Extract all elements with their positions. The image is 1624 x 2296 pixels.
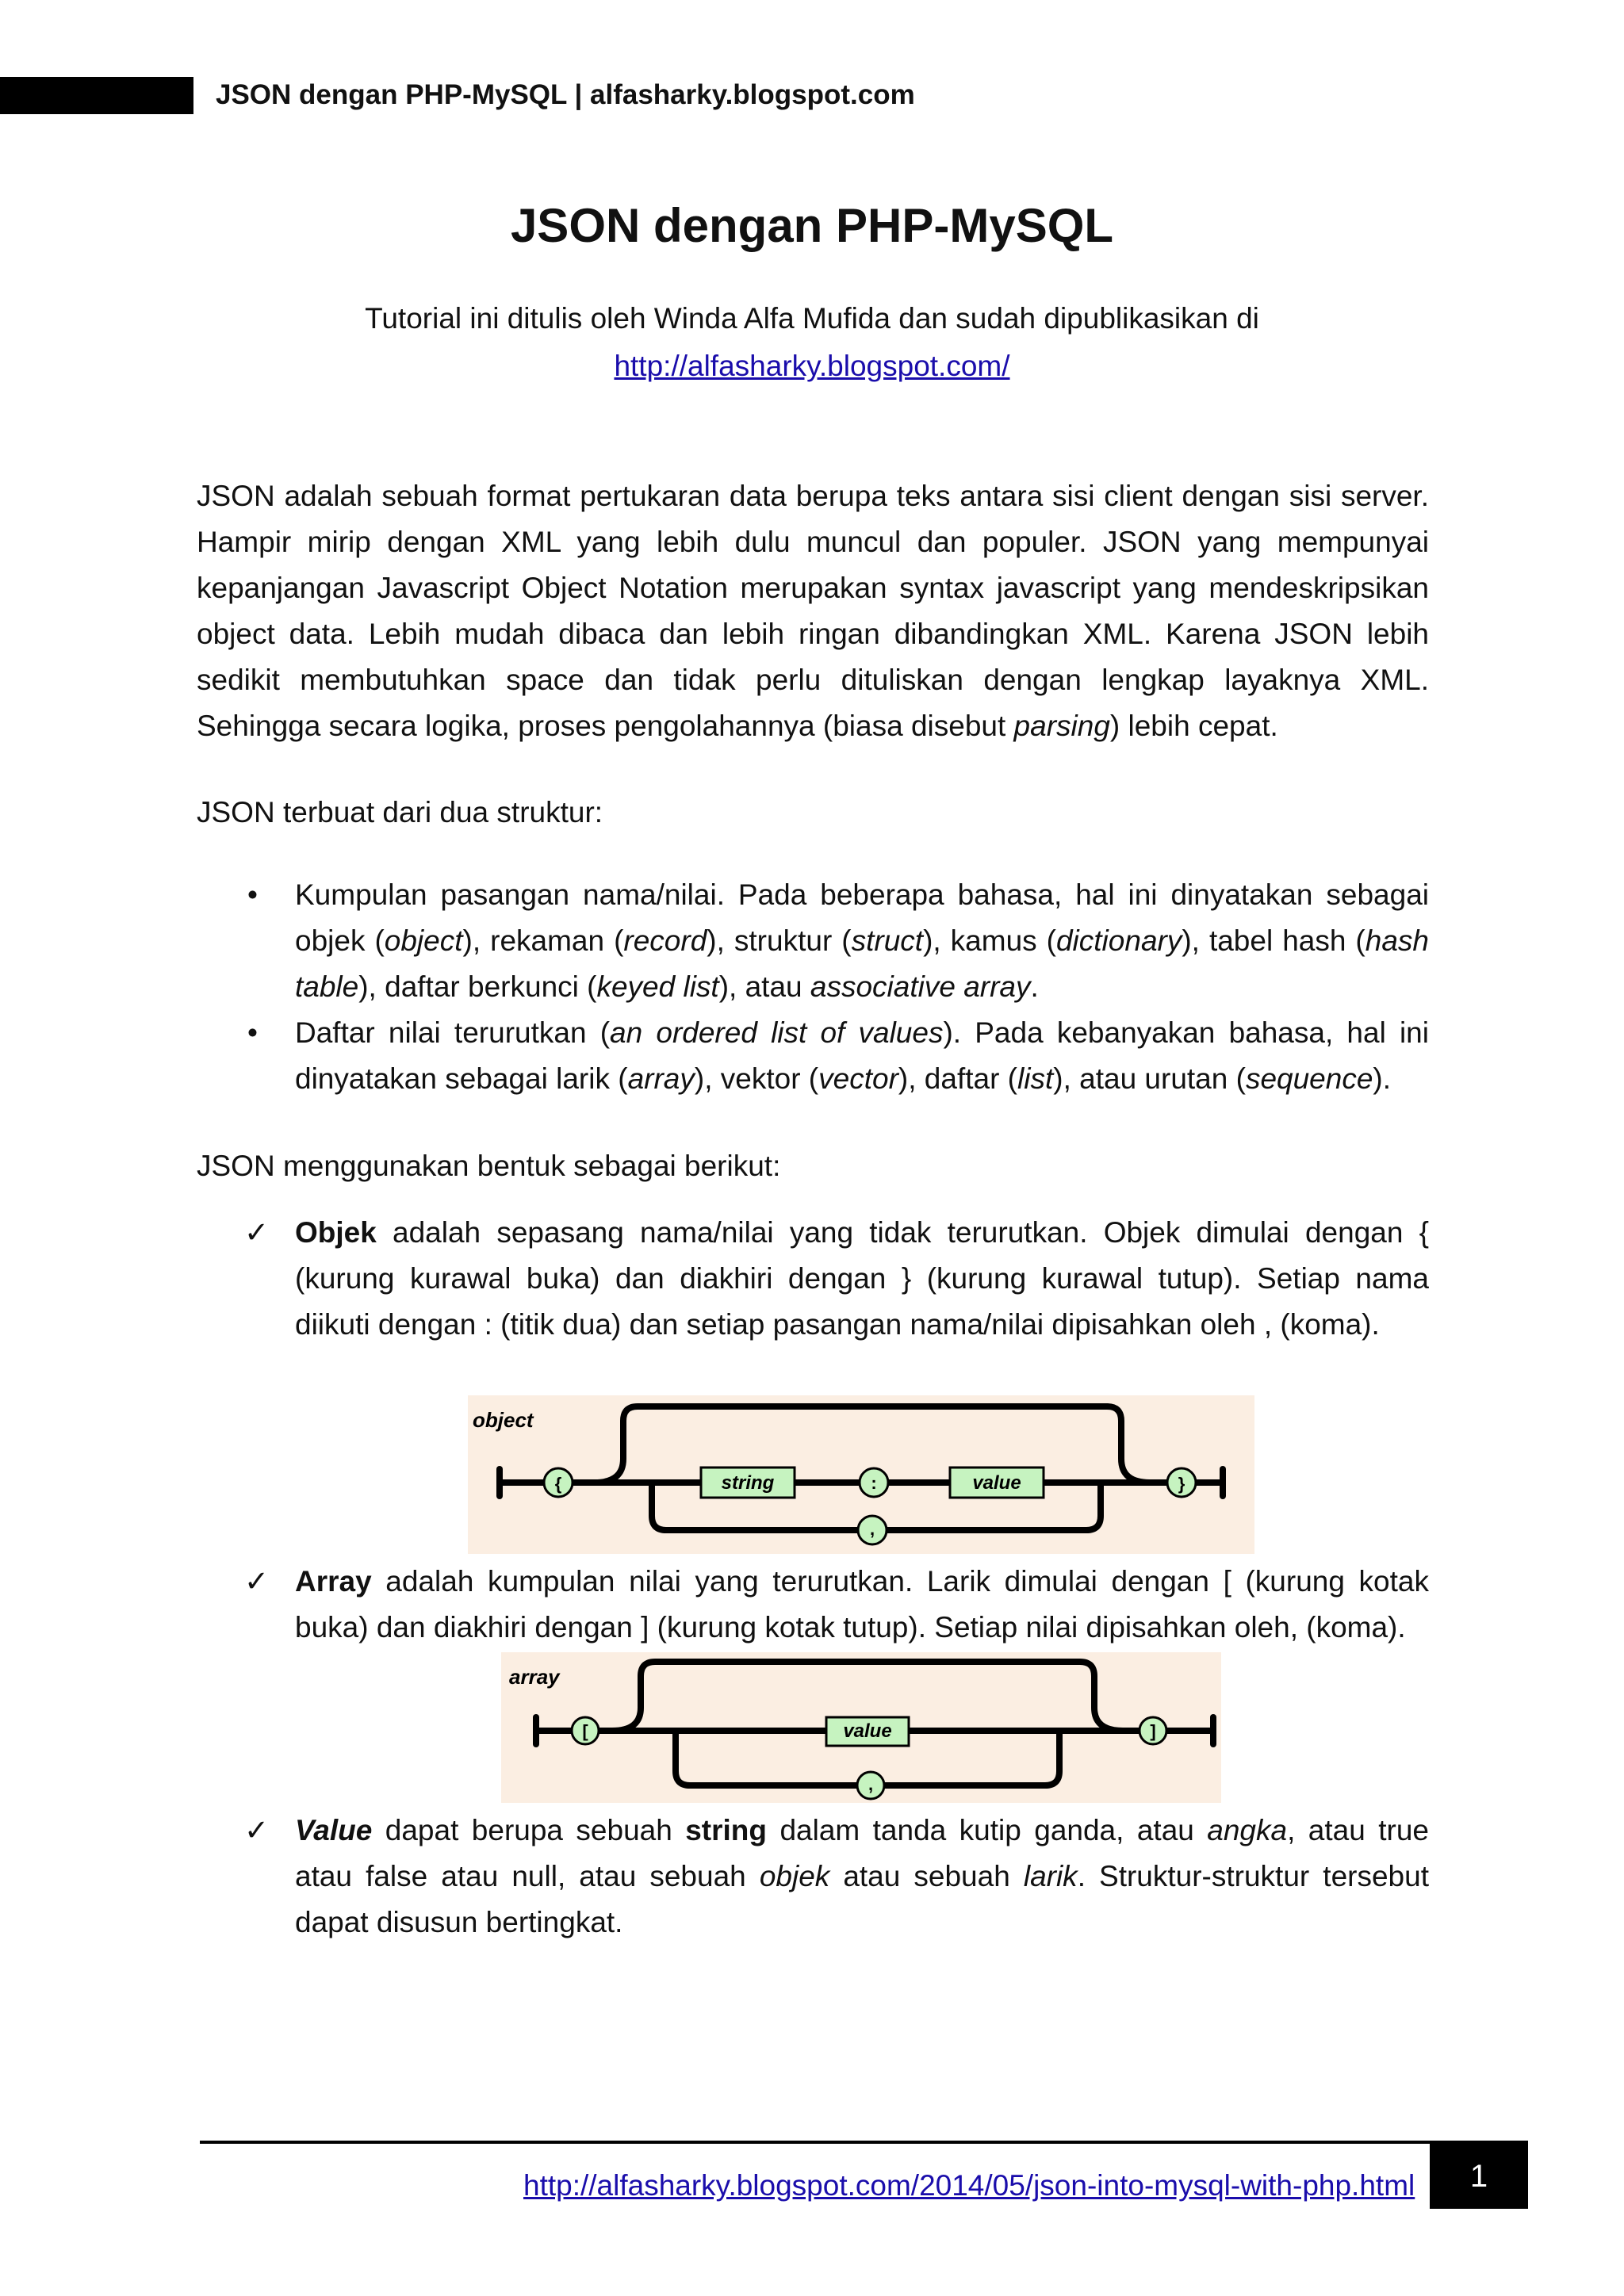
comma-node: , [868, 1774, 874, 1794]
check-item-array: ✓ Array adalah kumpulan nilai yang terurutkan. Larik dimulai dengan [ (kurung kotak buka) dan diakhiri dengan ] (kurung kotak tutup). Setiap nilai dipisahkan oleh, (koma). [295, 1559, 1429, 1651]
checkmark-icon: ✓ [244, 1813, 270, 1847]
close-bracket-node: ] [1150, 1721, 1156, 1741]
list-item: • Daftar nilai terurutkan (an ordered list of values). Pada kebanyakan bahasa, hal ini dinyatakan sebagai larik (array), vektor (vector), daftar (list), atau urutan (sequence). [295, 1010, 1429, 1102]
document-title: JSON dengan PHP-MySQL [510, 199, 1114, 252]
string-node: string [721, 1472, 775, 1494]
footer-link[interactable]: http://alfasharky.blogspot.com/2014/05/json-into-mysql-with-php.html [523, 2169, 1415, 2202]
checkmark-icon: ✓ [244, 1564, 270, 1598]
footer-divider [200, 2141, 1528, 2144]
header-bar [0, 77, 193, 114]
subtitle [0, 295, 1624, 390]
structures-intro: JSON terbuat dari dua struktur: [197, 796, 603, 828]
blog-link[interactable]: http://alfasharky.blogspot.com/ [614, 350, 1010, 382]
open-bracket-node: [ [582, 1721, 588, 1741]
subtitle-text: Tutorial ini ditulis oleh Winda Alfa Mufida dan sudah dipublikasikan di [365, 302, 1259, 335]
intro-paragraph: JSON adalah sebuah format pertukaran data berupa teks antara sisi client dengan sisi server. Hampir mirip dengan XML yang lebih dulu muncul dan populer. JSON yang mempunyai kepanjangan Javascript Object Notation merupakan syntax javascript yang mendeskripsikan object data. Lebih mudah dibaca dan lebih ringan dibandingkan XML. Karena JSON lebih sedikit membutuhkan space dan tidak perlu dituliskan dengan lengkap layaknya XML. Sehingga secara logika, proses pengolahannya (biasa disebut parsing) lebih cepat. [197, 480, 1429, 742]
checkmark-icon: ✓ [244, 1215, 270, 1249]
array-syntax-diagram [501, 1652, 1221, 1803]
value-node: value [843, 1720, 892, 1742]
diagram-label: array [509, 1665, 560, 1689]
bullet-icon: • [247, 878, 258, 911]
forms-intro: JSON menggunakan bentuk sebagai berikut: [197, 1150, 781, 1182]
page-number: 1 [1430, 2144, 1528, 2209]
comma-node: , [869, 1519, 875, 1539]
value-node: value [972, 1472, 1021, 1494]
colon-node: : [871, 1473, 877, 1493]
check-item-object: ✓ Objek adalah sepasang nama/nilai yang tidak terurutkan. Objek dimulai dengan { (kurung kurawal buka) dan diakhiri dengan } (kurung kurawal tutup). Setiap nama diikuti dengan : (titik dua) dan setiap pasangan nama/nilai dipisahkan oleh , (koma). [295, 1210, 1429, 1348]
diagram-label: object [473, 1408, 534, 1432]
check-item-value: ✓ Value dapat berupa sebuah string dalam tanda kutip ganda, atau angka, atau true atau false atau null, atau sebuah objek atau sebuah larik. Struktur-struktur tersebut dapat disusun bertingkat. [295, 1808, 1429, 1946]
list-item: • Kumpulan pasangan nama/nilai. Pada beberapa bahasa, hal ini dinyatakan sebagai objek (object), rekaman (record), struktur (struct), kamus (dictionary), tabel hash (hash table), daftar berkunci (keyed list), atau associative array. [295, 872, 1429, 1010]
header-title: JSON dengan PHP-MySQL | alfasharky.blogspot.com [216, 79, 915, 110]
bullet-icon: • [247, 1016, 258, 1049]
open-brace-node: { [554, 1474, 562, 1494]
structure-list [247, 872, 1429, 1102]
object-syntax-diagram [468, 1395, 1254, 1554]
close-brace-node: } [1178, 1474, 1185, 1494]
